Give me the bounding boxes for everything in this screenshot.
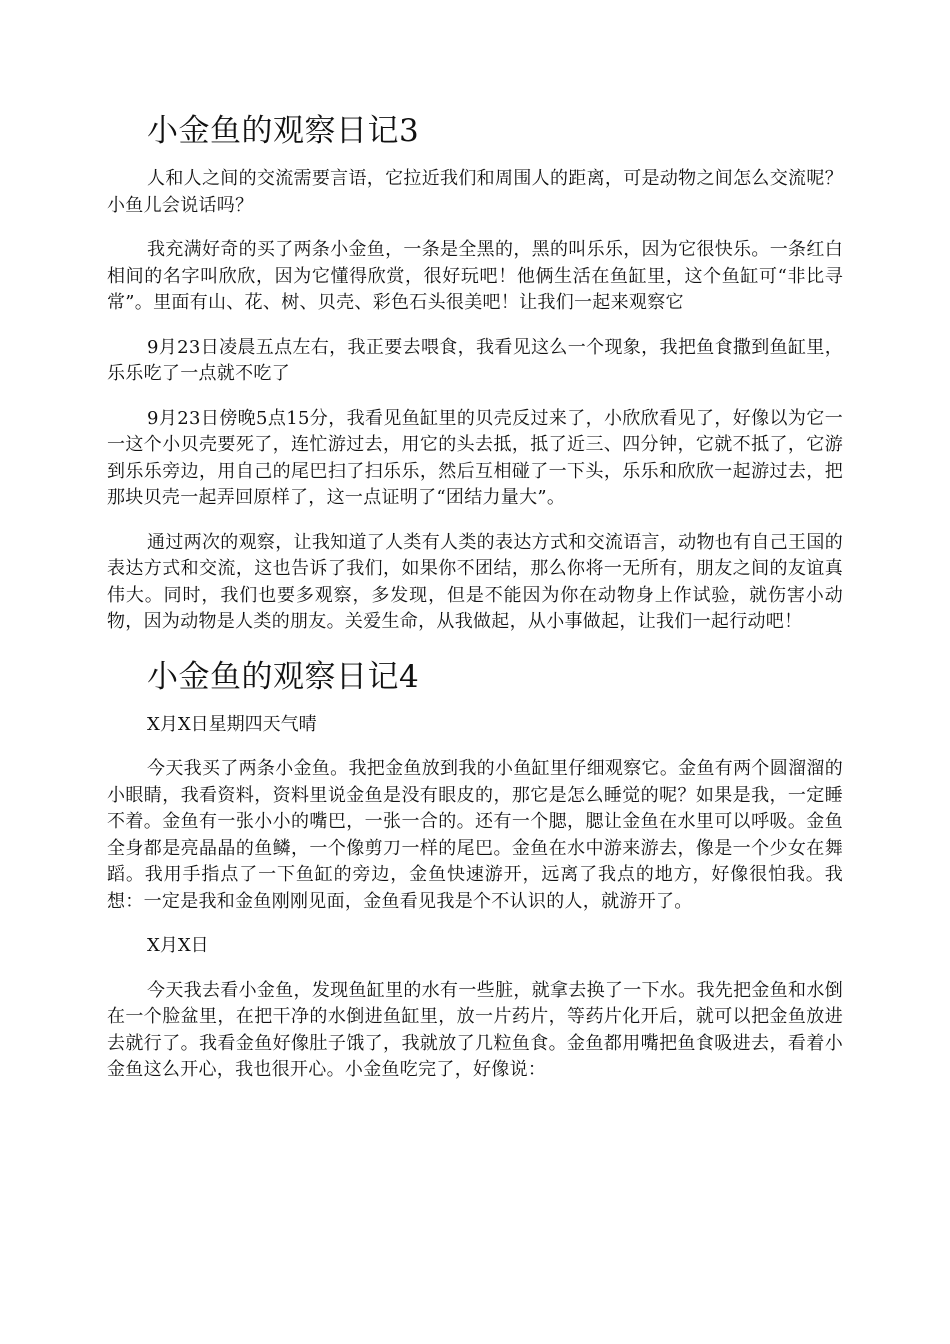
diary3-paragraph-1: 人和人之间的交流需要言语，它拉近我们和周围人的距离，可是动物之间怎么交流呢？小鱼儿会说话吗？ bbox=[107, 168, 843, 216]
document-body bbox=[107, 108, 843, 1102]
diary3-paragraph-4: 9月23日傍晚5点15分，我看见鱼缸里的贝壳反过来了，小欣欣看见了，好像以为它一一这个小贝壳要死了，连忙游过去，用它的头去抵，抵了近三、四分钟，它就不抵了，它游到乐乐旁边，用自己的尾巴扫了扫乐乐，然后互相碰了一下头，乐乐和欣欣一起游过去，把那块贝壳一起弄回原样了，这一点证明了“团结力量大”。 bbox=[107, 407, 843, 508]
diary4-title: 小金鱼的观察日记4 bbox=[147, 658, 420, 695]
diary3-paragraph-3: 9月23日凌晨五点左右，我正要去喂食，我看见这么一个现象，我把鱼食撒到鱼缸里，乐乐吃了一点就不吃了 bbox=[107, 336, 843, 384]
diary3-paragraph-2: 我充满好奇的买了两条小金鱼，一条是全黑的，黑的叫乐乐，因为它很快乐。一条红白相间的名字叫欣欣，因为它懂得欣赏，很好玩吧！他俩生活在鱼缸里，这个鱼缸可“非比寻常”。里面有山、花、树、贝壳、彩色石头很美吧！让我们一起来观察它 bbox=[107, 239, 843, 313]
diary4-entry2-text: 今天我去看小金鱼，发现鱼缸里的水有一些脏，就拿去换了一下水。我先把金鱼和水倒在一个脸盆里，在把干净的水倒进鱼缸里，放一片药片，等药片化开后，就可以把金鱼放进去就行了。我看金鱼好像肚子饿了，我就放了几粒鱼食。金鱼都用嘴把鱼食吸进去，看着小金鱼这么开心，我也很开心。小金鱼吃完了，好像说： bbox=[107, 979, 843, 1080]
diary3-paragraph-5: 通过两次的观察，让我知道了人类有人类的表达方式和交流语言，动物也有自己王国的表达方式和交流，这也告诉了我们，如果你不团结，那么你将一无所有，朋友之间的友谊真伟大。同时，我们也要多观察，多发现，但是不能因为你在动物身上作试验，就伤害小动物，因为动物是人类的朋友。关爱生命，从我做起，从小事做起，让我们一起行动吧！ bbox=[107, 531, 843, 632]
diary4-entry1-date: X月X日星期四天气晴 bbox=[147, 713, 317, 735]
diary4-entry2-date: X月X日 bbox=[147, 935, 209, 956]
diary4-entry1-text: 今天我买了两条小金鱼。我把金鱼放到我的小鱼缸里仔细观察它。金鱼有两个圆溜溜的小眼睛，我看资料，资料里说金鱼是没有眼皮的，那它是怎么睡觉的呢？如果是我，一定睡不着。金鱼有一张小小的嘴巴，一张一合的。还有一个腮，腮让金鱼在水里可以呼吸。金鱼全身都是亮晶晶的鱼鳞，一个像剪刀一样的尾巴。金鱼在水中游来游去，像是一个少女在舞蹈。我用手指点了一下鱼缸的旁边，金鱼快速游开，远离了我点的地方，好像很怕我。我想：一定是我和金鱼刚刚见面，金鱼看见我是个不认识的人，就游开了。 bbox=[107, 758, 843, 912]
diary3-title: 小金鱼的观察日记3 bbox=[147, 113, 420, 149]
